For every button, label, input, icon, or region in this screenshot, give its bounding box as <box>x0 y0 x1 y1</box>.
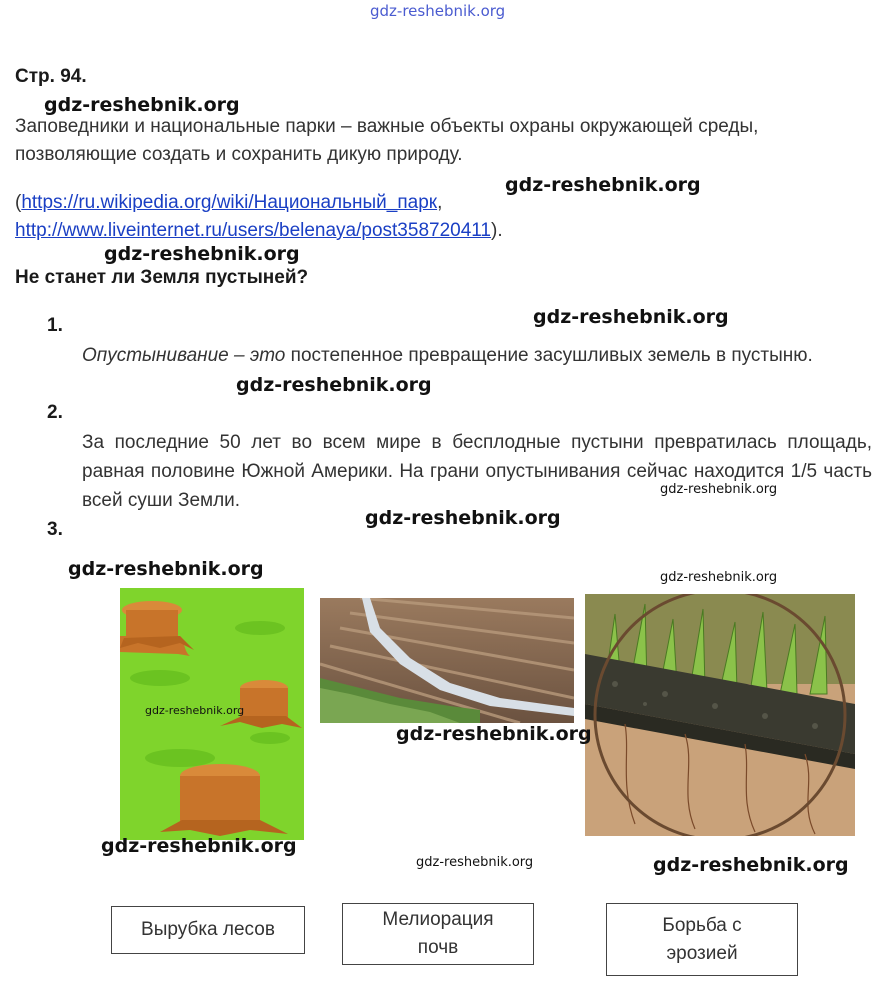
erosion-control-image <box>585 594 855 836</box>
item-number: 1. <box>47 315 63 336</box>
melioration-image <box>320 598 574 723</box>
page-reference: Стр. 94. <box>15 66 87 87</box>
watermark-small: gdz-reshebnik.org <box>660 482 778 497</box>
term: Опустынивание – это <box>82 345 286 366</box>
intro-paragraph: Заповедники и национальные парки – важные объекты охраны окружающей среды, позволяющие создать и сохранить дикую природу. <box>15 116 759 165</box>
watermark: gdz-reshebnik.org <box>68 558 264 580</box>
section-heading: Не станет ли Земля пустыней? <box>15 267 309 288</box>
item-number: 3. <box>47 519 63 540</box>
watermark-top: gdz-reshebnik.org <box>370 2 506 20</box>
wikipedia-link[interactable]: https://ru.wikipedia.org/wiki/Национальный_парк <box>21 192 438 213</box>
watermark: gdz-reshebnik.org <box>101 835 297 857</box>
watermark: gdz-reshebnik.org <box>653 854 849 876</box>
deforestation-label: Вырубка лесов <box>111 906 305 954</box>
watermark: gdz-reshebnik.org <box>104 243 300 265</box>
watermark: gdz-reshebnik.org <box>533 306 729 328</box>
sources-paragraph: (https://ru.wikipedia.org/wiki/Национальный_парк, http://www.liveinternet.ru/users/belenaya/post358720411). <box>15 192 503 241</box>
liveinternet-link[interactable]: http://www.liveinternet.ru/users/belenaya/post358720411 <box>15 220 492 241</box>
watermark: gdz-reshebnik.org <box>44 94 240 116</box>
watermark: gdz-reshebnik.org <box>236 374 432 396</box>
watermark-small: gdz-reshebnik.org <box>416 855 534 870</box>
item-number: 2. <box>47 402 63 423</box>
watermark-small: gdz-reshebnik.org <box>145 704 245 717</box>
watermark: gdz-reshebnik.org <box>365 507 561 529</box>
item-text: Опустынивание – это постепенное превращение засушливых земель в пустыню. <box>82 345 813 366</box>
watermark: gdz-reshebnik.org <box>505 174 701 196</box>
watermark: gdz-reshebnik.org <box>396 723 592 745</box>
erosion-control-label: Борьба с эрозией <box>606 903 798 976</box>
item-text: За последние 50 лет во всем мире в бесплодные пустыни превратилась площадь, равная половине Южной Америки. На грани опустынивания сейчас находится 1/5 часть всей суши Земли. <box>82 432 872 511</box>
melioration-label: Мелиорация почв <box>342 903 534 965</box>
watermark-small: gdz-reshebnik.org <box>660 570 778 585</box>
